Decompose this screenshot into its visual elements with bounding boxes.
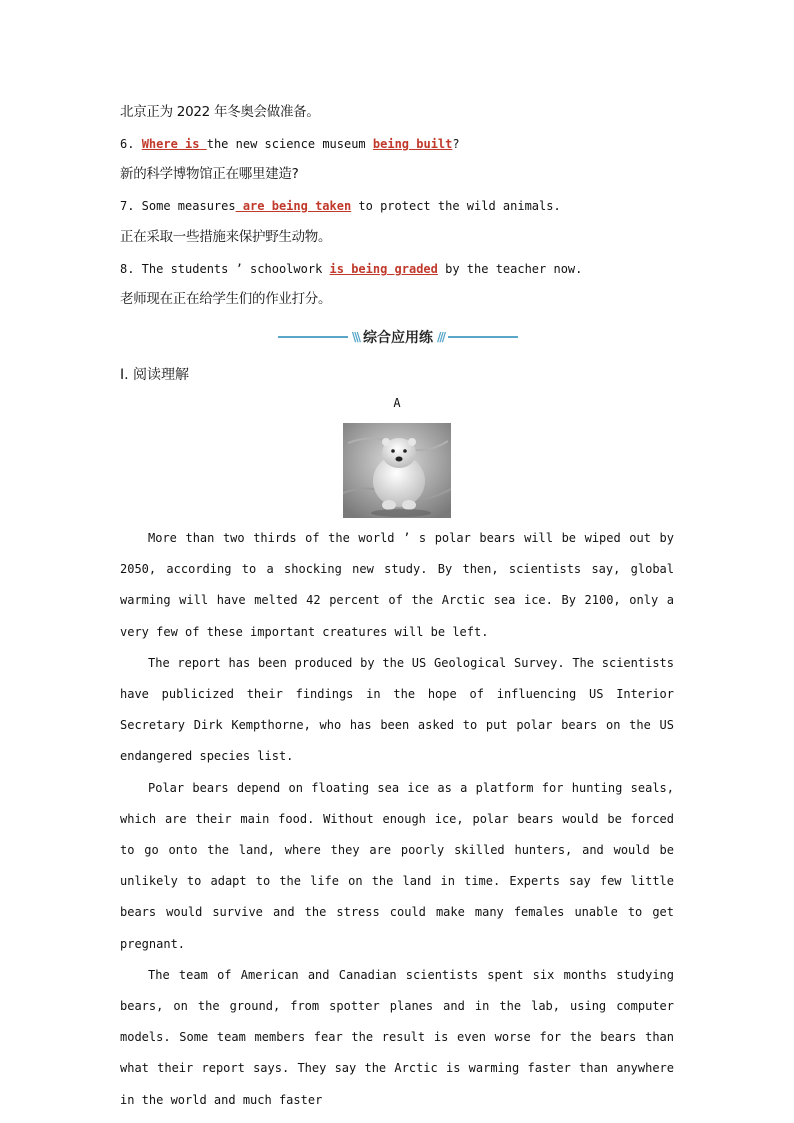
- slash-decoration-icon: ///: [437, 330, 445, 344]
- sentence-text: to protect the wild animals.: [351, 199, 561, 213]
- passage-paragraph: The team of American and Canadian scientists spent six months studying bears, on the ground, from spotter planes and in the lab, using computer models. Some team members fear the result is even worse for the bears than what their report says. They say the Arctic is warming faster than anywhere in the world and much faster: [120, 967, 674, 1107]
- polar-bear-photo: [343, 423, 451, 518]
- reading-passage: [120, 523, 674, 1116]
- section-title: 综合应用练: [363, 330, 433, 346]
- sentence-text: by the teacher now.: [437, 262, 583, 276]
- answer-blank: Where is: [141, 137, 207, 151]
- translation-line-7: 正在采取一些措施来保护野生动物。: [120, 229, 332, 245]
- passage-paragraph: The report has been produced by the US Geological Survey. The scientists have publicized their findings in the hope of influencing US Interior Secretary Dirk Kempthorne, who has been asked to put polar bears on the US endangered species list.: [120, 655, 674, 764]
- section-title-banner: [278, 327, 518, 347]
- passage-paragraph: Polar bears depend on floating sea ice as a platform for hunting seals, which are their main food. Without enough ice, polar bears would be forced to go onto the land, where they are poorly skilled hunters, and would be unlikely to adapt to the life on the land in time. Experts say few little bears would survive and the stress could make many females unable to get pregnant.: [120, 780, 674, 951]
- answer-blank: is being graded: [329, 262, 438, 276]
- sentence-text: 8. The students ’ schoolwork: [120, 262, 330, 276]
- divider-right: [448, 336, 518, 338]
- slash-decoration-icon: \\\: [351, 330, 359, 344]
- translation-line-8: 老师现在正在给学生们的作业打分。: [120, 291, 332, 307]
- divider-left: [278, 336, 348, 338]
- answer-blank: are being taken: [235, 199, 352, 213]
- sentence-text: the new science museum: [206, 137, 373, 151]
- passage-label: A: [393, 396, 401, 410]
- exercise-item-7: [120, 198, 680, 214]
- answer-blank: being built: [372, 137, 453, 151]
- sentence-text: ?: [452, 137, 460, 151]
- polar-bear-icon: [343, 423, 451, 518]
- item-number: 6.: [120, 137, 142, 151]
- exercise-item-6: [120, 136, 680, 152]
- translation-line-6: 新的科学博物馆正在哪里建造?: [120, 166, 299, 182]
- passage-paragraph: More than two thirds of the world ’ s polar bears will be wiped out by 2050, according to a shocking new study. By then, scientists say, global warming will have melted 42 percent of the Arctic sea ice. By 2100, only a very few of these important creatures will be left.: [120, 531, 674, 639]
- sentence-text: 7. Some measures: [120, 199, 236, 213]
- translation-line-5: 北京正为 2022 年冬奥会做准备。: [120, 104, 320, 120]
- reading-heading: Ⅰ. 阅读理解: [120, 367, 190, 383]
- exercise-item-8: [120, 261, 680, 277]
